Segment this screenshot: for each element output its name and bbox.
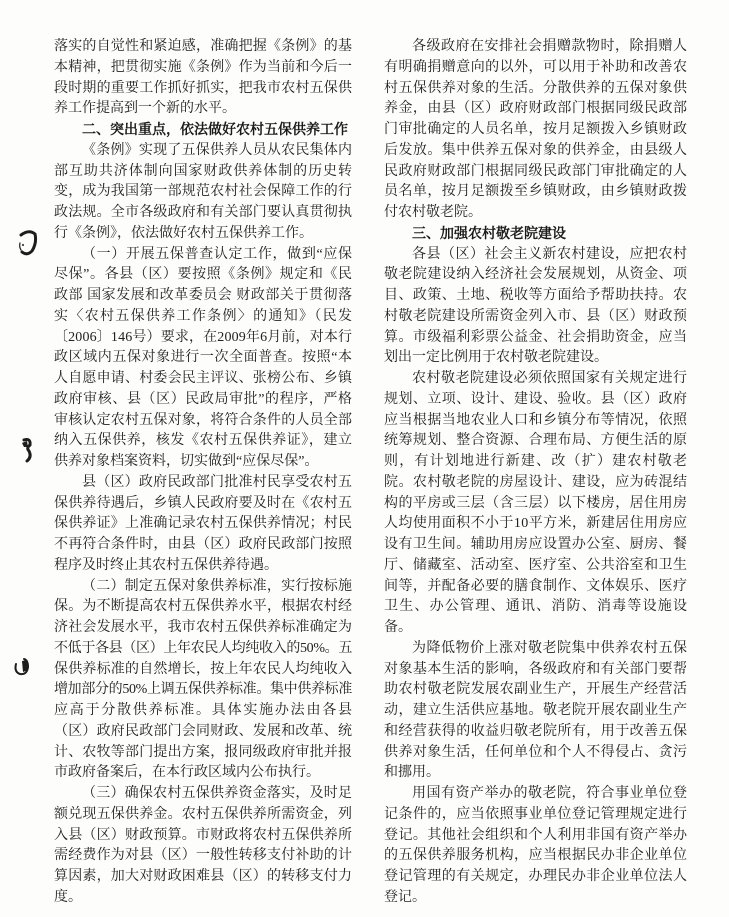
- binding-hole-mark: [18, 435, 36, 465]
- right-column: [384, 37, 688, 909]
- text-line: 员名单，按月足额拨至乡镇财政，由乡镇财政拨: [384, 184, 688, 200]
- text-line: 厅、储藏室、活动室、医疗室、公共浴室和卫生: [384, 557, 688, 573]
- text-line: 人自愿申请、村委会民主评议、张榜公布、乡镇: [54, 371, 353, 386]
- text-line: 为降低物价上涨对敬老院集中供养农村五保: [412, 640, 688, 656]
- section-heading: [54, 120, 353, 141]
- text-line: 养工作提高到一个新的水平。: [54, 101, 236, 117]
- text-line: 需经费作为对县（区）一般性转移支付补助的计: [54, 848, 353, 864]
- text-line: 门审批确定的人员名单，按月足额拨入乡镇财政: [384, 122, 688, 137]
- text-line: 后发放。集中供养五保对象的供养金，由县级人: [384, 142, 688, 158]
- text-line: 尽保”。各县（区）要按照《条例》规定和《民: [54, 267, 353, 283]
- text-line: 用国有资产举办的敬老院，符合事业单位登: [412, 786, 688, 801]
- paragraph: [384, 369, 688, 639]
- text-line: 备。: [384, 620, 412, 635]
- paragraph: [54, 473, 353, 577]
- section-heading: [384, 224, 688, 245]
- text-line: 县（区）政府民政部门批准村民享受农村五: [82, 474, 353, 490]
- text-line: 济社会发展水平，我市农村五保供养标准确定为: [54, 620, 353, 635]
- left-column: [54, 37, 353, 909]
- text-line: 人均使用面积不小于10平方米，新建居住用房应: [384, 516, 688, 532]
- text-line: 落实的自觉性和紧迫感，准确把握《条例》的基: [54, 39, 353, 54]
- text-line: 计、农牧等部门提出方案，报同级政府审批并报: [54, 744, 353, 760]
- text-line: 度。: [54, 889, 82, 905]
- heading-text: 二、突出重点，依法做好农村五保供养工作: [82, 122, 348, 138]
- text-line: 卫生、办公管理、通讯、消防、消毒等设施设: [384, 599, 689, 615]
- text-line: 增加部分的50%上调五保供养标准。集中供养标准: [54, 682, 352, 698]
- text-line: 市政府备案后，在本行政区域内公布执行。: [54, 765, 320, 781]
- text-line: 间等，并配备必要的膳食制作、文体娱乐、医疗: [384, 578, 688, 594]
- paragraph: [54, 141, 353, 245]
- text-line: 额兑现五保供养金。农村五保供养所需资金，列: [54, 806, 353, 822]
- text-line: 构的平房或三层（含三层）以下楼房，居住用房: [384, 495, 688, 511]
- text-line: 政法规。全市各级政府和有关部门要认真贯彻执: [54, 205, 353, 220]
- text-line: 应高于分散供养标准。具体实施办法由各县: [54, 703, 354, 718]
- text-line: 变，成为我国第一部规范农村社会保障工作的行: [54, 184, 353, 200]
- text-line: 各级政府在安排社会捐赠款物时，除捐赠人: [412, 39, 688, 54]
- paragraph: [384, 37, 688, 224]
- text-line: 保。为不断提高农村五保供养水平，根据农村经: [54, 599, 353, 615]
- text-line: 村敬老院建设所需资金列入市、县（区）财政预: [384, 308, 688, 324]
- text-line: 不低于各县（区）上年农民人均纯收入的50%。五: [54, 640, 352, 656]
- text-line: 段时期的重要工作抓好抓实，把我市农村五保供: [54, 80, 353, 96]
- paragraph: [54, 784, 353, 909]
- text-line: 登记管理的有关规定，办理民办非企业单位法人: [384, 869, 688, 884]
- text-line: 各县（区）社会主义新农村建设，应把农村: [412, 246, 688, 262]
- text-line: 民政府财政部门根据同级民政部门审批确定的人: [384, 163, 688, 179]
- text-line: 付农村敬老院。: [384, 205, 482, 220]
- text-line: （三）确保农村五保供养资金落实，及时足: [82, 786, 353, 801]
- text-line: 设有卫生间。辅助用房应设置办公室、厨房、餐: [384, 537, 688, 552]
- text-line: 应当根据当地农业人口和乡镇分布等情况，依照: [384, 412, 688, 428]
- text-line: 算因素，加大对财政困难县（区）的转移支付力: [54, 869, 353, 884]
- text-line: 院。农村敬老院的房屋设计、建设，应为砖混结: [384, 474, 688, 490]
- text-line: 保供养标准的自然增长，按上年农民人均纯收入: [54, 661, 353, 677]
- paragraph: [54, 577, 353, 785]
- text-line: 敬老院建设纳入经济社会发展规划，从资金、项: [384, 267, 688, 283]
- text-line: 算。市级福利彩票公益金、社会捐助资金，应当: [384, 329, 688, 345]
- text-line: 目、政策、土地、税收等方面给予帮助扶持。农: [384, 288, 688, 303]
- text-line: 不再符合条件时，由县（区）政府民政部门按照: [54, 537, 353, 552]
- text-line: 〔2006〕146号）要求，在2009年6月前，对本行: [54, 329, 353, 345]
- paragraph: [384, 245, 688, 370]
- text-line: 政区域内五保对象进行一次全面普查。按照“本: [54, 350, 353, 366]
- text-line: 登记。其他社会组织和个人利用非国有资产举办: [384, 827, 688, 843]
- text-line: 供养对象生活，任何单位和个人不得侵占、贪污: [384, 744, 688, 760]
- text-line: 政部 国家发展和改革委员会 财政部关于贯彻落: [54, 288, 353, 303]
- text-line: 记条件的，应当依照事业单位登记管理规定进行: [384, 806, 688, 822]
- text-line: 村五保供养对象的生活。分散供养的五保对象供: [384, 80, 688, 96]
- text-line: （一）开展五保普查认定工作，做到“应保: [82, 246, 353, 262]
- paragraph: [384, 784, 688, 909]
- text-line: 则，有计划地进行新建、改（扩）建农村敬老: [384, 454, 689, 469]
- text-line: 动，建立生活供应基地。敬老院开展农副业生产: [384, 703, 688, 718]
- text-line: 的五保供养服务机构，应当根据民办非企业单位: [384, 848, 688, 864]
- text-line: 程序及时终止其农村五保供养待遇。: [54, 557, 278, 573]
- text-line: 对象基本生活的影响，各级政府和有关部门要帮: [384, 661, 688, 677]
- text-line: 审核认定农村五保对象，将符合条件的人员全部: [54, 412, 353, 428]
- text-line: 和经营获得的收益归敬老院所有，用于改善五保: [384, 723, 688, 739]
- text-line: （二）制定五保对象供养标准，实行按标施: [82, 578, 353, 594]
- paragraph: [54, 37, 353, 120]
- text-line: 助农村敬老院发展农副业生产，开展生产经营活: [384, 682, 688, 698]
- text-line: 保供养证》上准确记录农村五保供养情况；村民: [54, 516, 353, 532]
- text-line: 有明确捐赠意向的以外，可以用于补助和改善农: [384, 59, 688, 75]
- text-line: 和挪用。: [384, 765, 440, 781]
- text-line: 登记。: [384, 889, 426, 905]
- text-line: 规划、立项、设计、建设、验收。县（区）政府: [384, 391, 688, 407]
- text-line: 纳入五保供养，核发《农村五保供养证》，建立: [54, 433, 353, 449]
- heading-text: 三、加强农村敬老院建设: [412, 225, 566, 242]
- text-line: 行《条例》，依法做好农村五保供养工作。: [54, 225, 313, 241]
- paragraph: [54, 245, 353, 473]
- text-line: 部互助共济体制向国家财政供养体制的历史转: [54, 163, 353, 179]
- text-line: 养金，由县（区）政府财政部门根据同级民政部: [384, 101, 688, 117]
- text-line: 政府审核、县（区）民政局审批”的程序，严格: [54, 391, 353, 407]
- text-line: 农村敬老院建设必须依照国家有关规定进行: [412, 371, 688, 386]
- paragraph: [384, 639, 688, 784]
- text-line: 供养对象档案资料，切实做到“应保尽保”。: [54, 454, 319, 469]
- text-line: 实〈农村五保供养工作条例〉的通知》（民发: [54, 308, 354, 324]
- binding-hole-mark: [14, 225, 40, 259]
- text-line: 划出一定比例用于农村敬老院建设。: [384, 350, 608, 366]
- text-line: 《条例》实现了五保供养人员从农民集体内: [82, 142, 353, 158]
- text-line: （区）政府民政部门会同财政、发展和改革、统: [54, 723, 353, 739]
- text-line: 本精神，把贯彻实施《条例》作为当前和今后一: [54, 59, 353, 75]
- text-line: 统筹规划、整合资源、合理布局、方便生活的原: [384, 433, 688, 449]
- text-line: 入县（区）财政预算。市财政将农村五保供养所: [54, 827, 353, 843]
- binding-hole-mark: [10, 652, 34, 680]
- text-line: 保供养待遇后，乡镇人民政府要及时在《农村五: [54, 495, 353, 511]
